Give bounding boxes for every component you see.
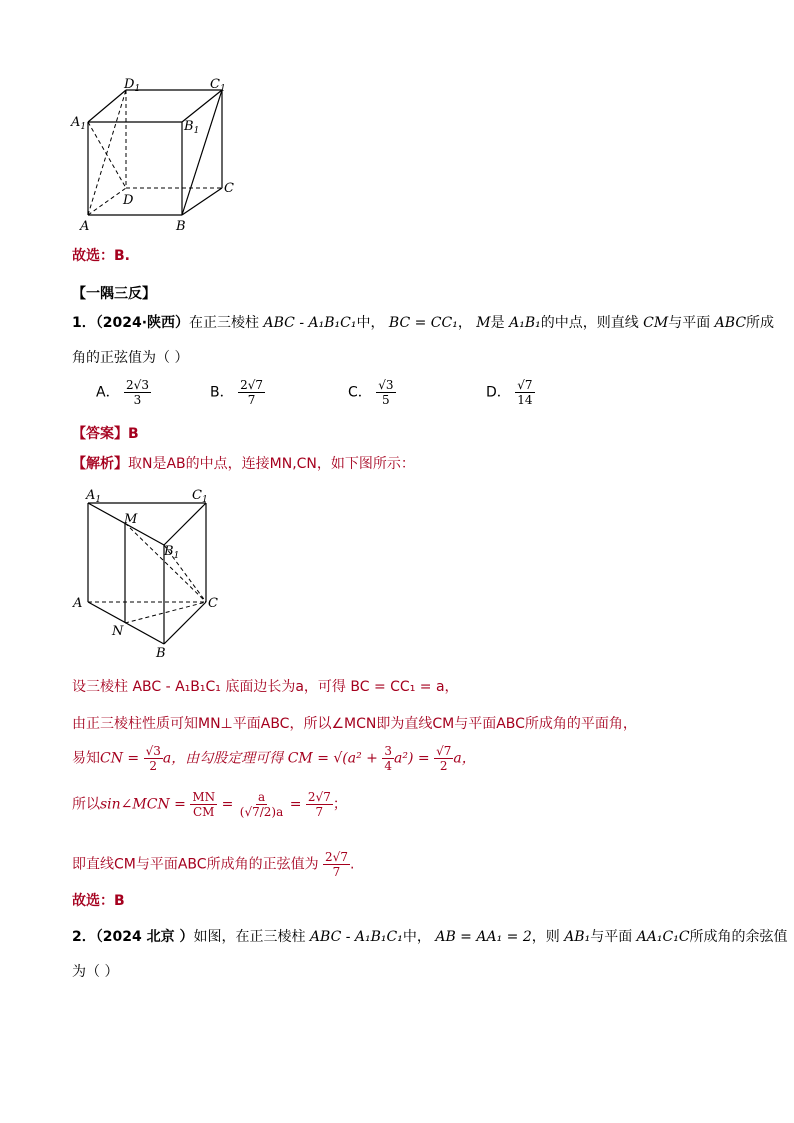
option-d[interactable]: D． $\frac{√7}{14}$ — [486, 378, 533, 407]
label-M: M — [124, 512, 138, 527]
label-A1: $A_1$ — [86, 488, 102, 505]
label-N: N — [112, 624, 124, 639]
label-C1: $C_1$ — [210, 78, 226, 94]
question-1-line2: 角的正弦值为（ ） — [72, 350, 189, 366]
label-B1: $B_1$ — [184, 119, 200, 136]
question-2: 2．（2024 北京 ）如图，在正三棱柱 ABC - A₁B₁C₁中， AB = AA₁ = 2，则 AB₁与平面 AA₁C₁C所成角的余弦值 — [72, 929, 788, 945]
section-title: 【一隅三反】 — [72, 286, 156, 302]
label-B1: $B_1$ — [164, 544, 180, 561]
label-B: B — [176, 219, 186, 234]
step-3: 易知CN = $\frac{√3}{2}$ a，由勾股定理可得 CM = √(a² + $\frac{3}{4}$ a²) = $\frac{√7}{2}$ a， — [72, 744, 476, 773]
analysis: 【解析】取N是AB的中点，连接MN,CN，如下图所示： — [72, 456, 415, 472]
option-b[interactable]: B． $\frac{2√7}{7}$ — [210, 378, 263, 407]
label-C1: $C_1$ — [192, 488, 208, 505]
label-A: A — [80, 219, 90, 234]
answer-label: 【答案】B — [72, 426, 139, 442]
final-answer: 故选：B — [72, 893, 125, 909]
label-D1: $D_1$ — [124, 78, 141, 94]
label-A1: $A_1$ — [71, 115, 87, 132]
label-A: A — [73, 596, 83, 611]
question-2-line2: 为（ ） — [72, 964, 119, 980]
question-1: 1．（2024·陕西）在正三棱柱 ABC - A₁B₁C₁中， BC = CC₁， M是 A₁B₁的中点，则直线 CM与平面 ABC所成 — [72, 315, 775, 331]
step-1: 设三棱柱 ABC - A₁B₁C₁ 底面边长为a，可得 BC = CC₁ = a， — [72, 679, 459, 695]
label-C: C — [224, 181, 234, 196]
previous-answer: 故选：B. — [72, 248, 130, 264]
step-4: 所以sin∠MCN = $\frac{MN}{CM}$ = $\frac{a}{(√7/2)a}$ = $\frac{2√7}{7}$ ； — [72, 790, 347, 819]
cube-figure — [68, 78, 248, 238]
label-D: D — [123, 193, 134, 208]
step-5: 即直线CM与平面ABC所成角的正弦值为 $\frac{2√7}{7}$ . — [72, 850, 355, 879]
label-C: C — [208, 596, 218, 611]
label-B: B — [156, 646, 166, 661]
prism-figure — [70, 485, 230, 665]
step-2: 由正三棱柱性质可知MN⊥平面ABC，所以∠MCN即为直线CM与平面ABC所成角的平面角， — [72, 716, 637, 732]
option-c[interactable]: C． $\frac{√3}{5}$ — [348, 378, 394, 407]
option-a[interactable]: A． $\frac{2√3}{3}$ — [96, 378, 149, 407]
